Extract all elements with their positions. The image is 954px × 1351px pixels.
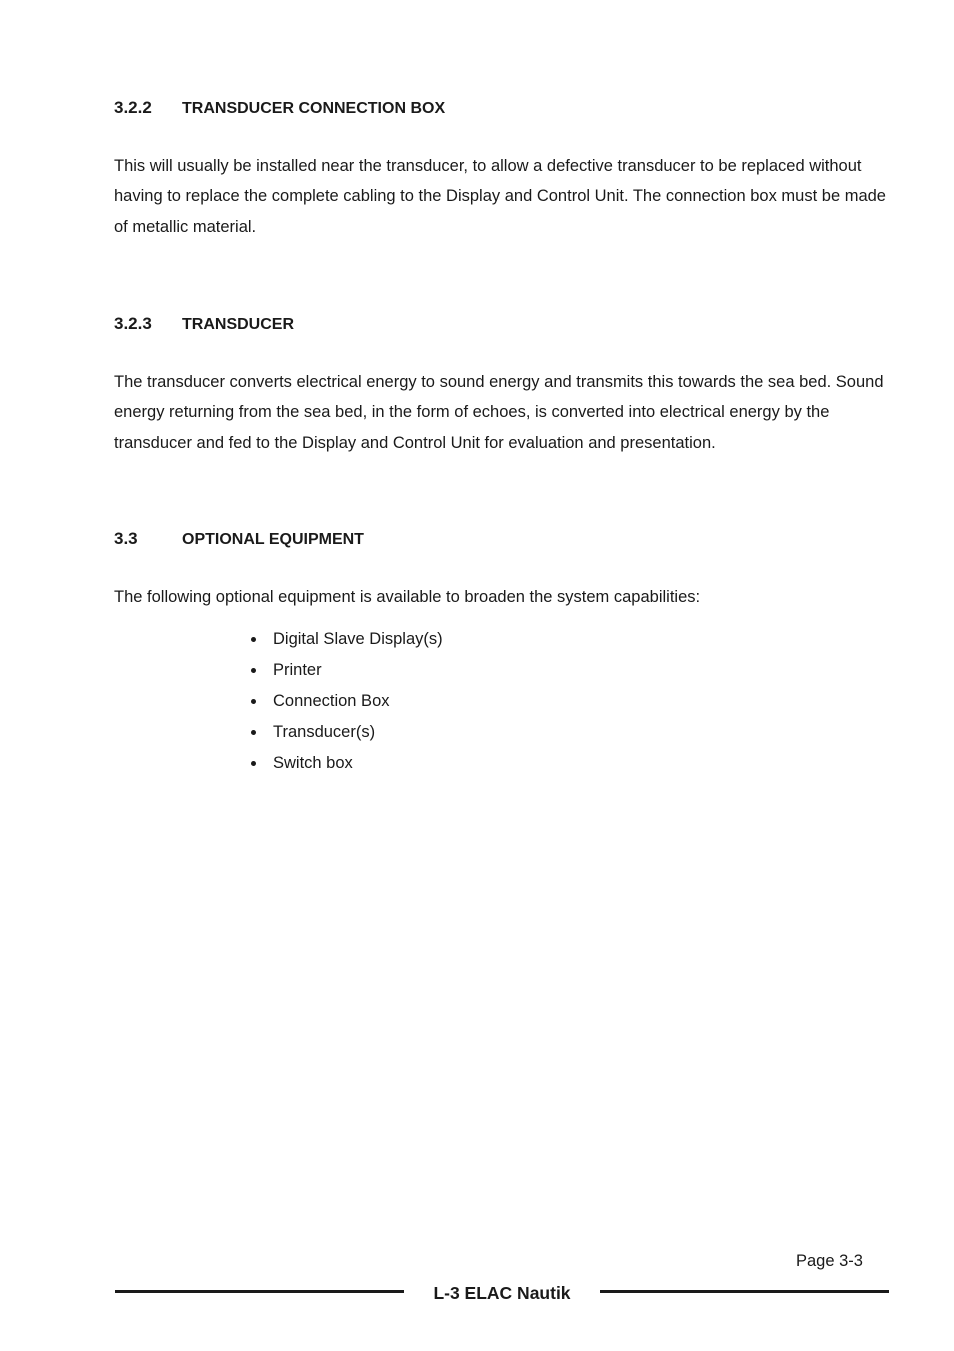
section-body-3-2-2: This will usually be installed near the transducer, to allow a defective transducer to be replaced without having to replace the complete cabling to the Display and Control Unit. The connection box must be made of metallic material. [114,157,886,236]
section-body-3-2-3: The transducer converts electrical energy to sound energy and transmits this towards the sea bed. Sound energy returning from the sea bed, in the form of echoes, is converted into electrical energy by the transducer and fed to the Display and Control Unit for evaluation and presentation. [114,373,884,452]
list-item [250,624,443,655]
section-heading-3-2-2 [114,92,445,120]
section-body-3-3: The following optional equipment is available to broaden the system capabilities: [114,588,701,606]
list-item [250,748,443,779]
section-number: 3.2.3 [114,314,152,333]
section-title: TRANSDUCER CONNECTION BOX [182,100,446,117]
list-item [250,655,443,686]
page-number: Page 3-3 [796,1252,863,1270]
list-item [250,717,443,748]
list-item-label: Transducer(s) [273,723,376,741]
footer-divider-left [115,1290,404,1293]
footer-company-name: L-3 ELAC Nautik [433,1283,571,1303]
list-item-label: Printer [273,661,322,679]
section-title: TRANSDUCER [182,316,294,333]
bullet-icon [251,730,256,735]
list-item-label: Connection Box [273,692,390,710]
optional-equipment-list [250,624,443,779]
section-heading-3-2-3 [114,308,294,336]
list-item-label: Digital Slave Display(s) [273,630,443,648]
bullet-icon [251,699,256,704]
footer-divider-right [600,1290,889,1293]
section-title: OPTIONAL EQUIPMENT [182,531,364,548]
list-item [250,686,443,717]
bullet-icon [251,668,256,673]
section-heading-3-3 [114,523,364,551]
bullet-icon [251,637,256,642]
list-item-label: Switch box [273,754,353,772]
section-number: 3.2.2 [114,98,152,117]
section-number: 3.3 [114,529,138,548]
bullet-icon [251,761,256,766]
